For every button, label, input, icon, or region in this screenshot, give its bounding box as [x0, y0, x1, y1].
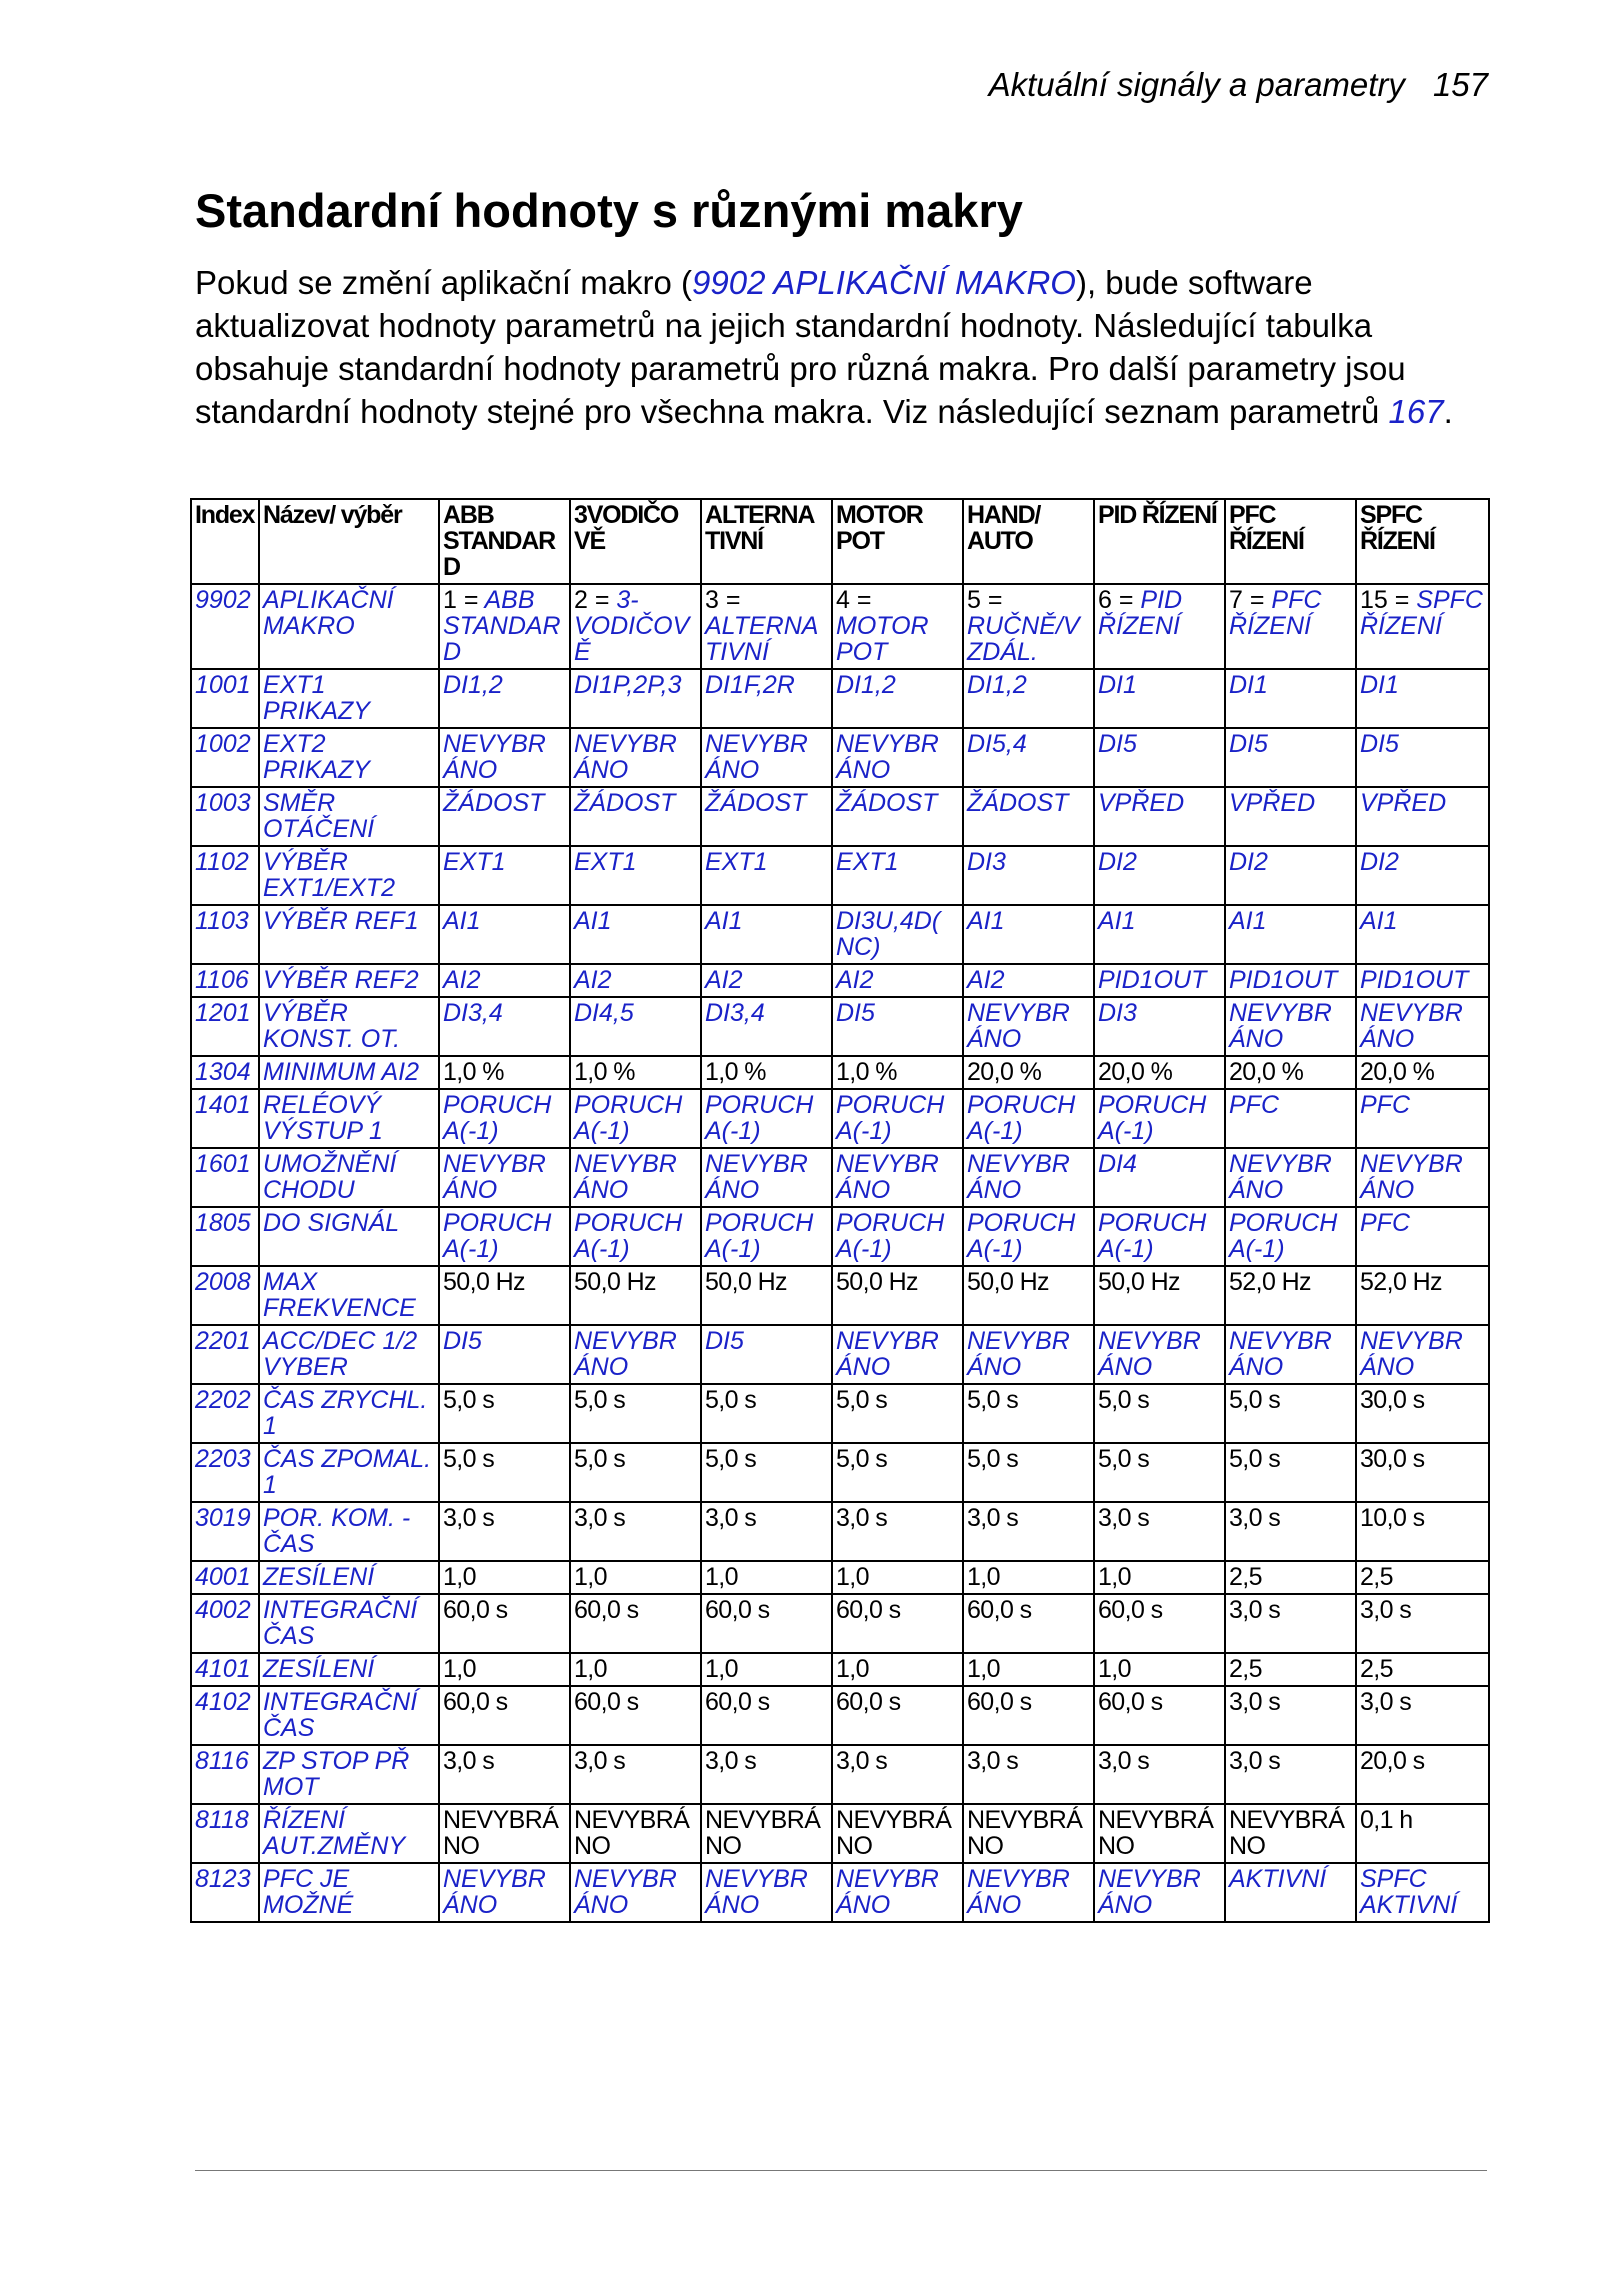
param-value: 30,0 s — [1356, 1384, 1489, 1443]
column-header: 3VODIČO VĚ — [570, 499, 701, 584]
param-index[interactable]: 4102 — [191, 1686, 259, 1745]
param-value: 5,0 s — [439, 1384, 570, 1443]
param-value: 20,0 s — [1356, 1745, 1489, 1804]
table-row — [191, 1863, 1489, 1922]
param-value: NEVYBR ÁNO — [963, 1148, 1094, 1207]
param-value: PORUCH A(-1) — [963, 1207, 1094, 1266]
param-value: 0,1 h — [1356, 1804, 1489, 1863]
param-value: PORUCH A(-1) — [439, 1089, 570, 1148]
column-header: PID ŘÍZENÍ — [1094, 499, 1225, 584]
column-header: Název/ výběr — [259, 499, 439, 584]
param-value: 60,0 s — [570, 1686, 701, 1745]
param-value: DI1,2 — [439, 669, 570, 728]
param-value: 30,0 s — [1356, 1443, 1489, 1502]
param-index[interactable]: 1002 — [191, 728, 259, 787]
column-header: ABB STANDARD — [439, 499, 570, 584]
param-value: 3,0 s — [832, 1502, 963, 1561]
param-value: AI2 — [963, 964, 1094, 997]
table-row — [191, 1502, 1489, 1561]
table-row — [191, 1804, 1489, 1863]
param-value: PFC — [1356, 1089, 1489, 1148]
param-value: 7 = PFC ŘÍZENÍ — [1225, 584, 1356, 669]
param-value: 3,0 s — [1225, 1745, 1356, 1804]
table-row — [191, 1325, 1489, 1384]
table-body — [191, 584, 1489, 1922]
param-value: NEVYBR ÁNO — [1356, 997, 1489, 1056]
param-value: DI2 — [1356, 846, 1489, 905]
param-value: 5,0 s — [1094, 1443, 1225, 1502]
param-value: 20,0 % — [963, 1056, 1094, 1089]
column-header: SPFC ŘÍZENÍ — [1356, 499, 1489, 584]
param-value: PORUCH A(-1) — [570, 1089, 701, 1148]
param-value: 1 = ABB STANDAR D — [439, 584, 570, 669]
param-name[interactable]: DO SIGNÁL — [259, 1207, 439, 1266]
param-value: 5,0 s — [963, 1384, 1094, 1443]
table-row — [191, 1148, 1489, 1207]
param-value: AI1 — [1094, 905, 1225, 964]
param-value: NEVYBR ÁNO — [832, 1148, 963, 1207]
param-value: 5,0 s — [570, 1384, 701, 1443]
param-value: 20,0 % — [1094, 1056, 1225, 1089]
param-value: DI5 — [701, 1325, 832, 1384]
param-value: AI1 — [701, 905, 832, 964]
param-value: 2,5 — [1225, 1561, 1356, 1594]
table-row — [191, 728, 1489, 787]
page-link-167[interactable]: 167 — [1388, 393, 1444, 430]
param-value: NEVYBR ÁNO — [1356, 1148, 1489, 1207]
param-value: 1,0 % — [439, 1056, 570, 1089]
param-value: NEVYBR ÁNO — [1356, 1325, 1489, 1384]
param-value: 60,0 s — [832, 1686, 963, 1745]
page-title: Standardní hodnoty s různými makry — [195, 184, 1023, 237]
table-row — [191, 997, 1489, 1056]
param-value: NEVYBR ÁNO — [1225, 1148, 1356, 1207]
param-value: PORUCH A(-1) — [1094, 1089, 1225, 1148]
table-row — [191, 1266, 1489, 1325]
param-value: ŽÁDOST — [439, 787, 570, 846]
param-value: ŽÁDOST — [570, 787, 701, 846]
param-value: 60,0 s — [570, 1594, 701, 1653]
param-value: PID1OUT — [1094, 964, 1225, 997]
default-values-table — [190, 498, 1490, 1923]
param-name[interactable]: RELÉOVÝ VÝSTUP 1 — [259, 1089, 439, 1148]
param-index[interactable]: 8123 — [191, 1863, 259, 1922]
param-value: NEVYBRÁ NO — [701, 1804, 832, 1863]
param-value: 3,0 s — [1356, 1686, 1489, 1745]
table-row — [191, 1745, 1489, 1804]
param-value: NEVYBR ÁNO — [570, 1325, 701, 1384]
param-value: 1,0 — [963, 1561, 1094, 1594]
param-value: PORUCH A(-1) — [439, 1207, 570, 1266]
param-value: 60,0 s — [701, 1686, 832, 1745]
param-value: NEVYBR ÁNO — [1225, 1325, 1356, 1384]
param-name[interactable]: INTEGRAČNÍ ČAS — [259, 1594, 439, 1653]
param-value: NEVYBR ÁNO — [832, 1325, 963, 1384]
param-value: NEVYBRÁ NO — [832, 1804, 963, 1863]
param-value: 2,5 — [1356, 1653, 1489, 1686]
table-row — [191, 787, 1489, 846]
param-value: PORUCH A(-1) — [832, 1207, 963, 1266]
param-value: DI3 — [963, 846, 1094, 905]
param-index[interactable]: 2202 — [191, 1384, 259, 1443]
table-row — [191, 1686, 1489, 1745]
table-row — [191, 1443, 1489, 1502]
param-value: DI2 — [1225, 846, 1356, 905]
param-value: 3,0 s — [570, 1502, 701, 1561]
param-name[interactable]: ŘÍZENÍ AUT.ZMĚNY — [259, 1804, 439, 1863]
param-value: AI2 — [832, 964, 963, 997]
param-value: 2 = 3- VODIČOV Ě — [570, 584, 701, 669]
param-value: 60,0 s — [439, 1594, 570, 1653]
param-value: 5,0 s — [1225, 1443, 1356, 1502]
param-value: NEVYBR ÁNO — [1225, 997, 1356, 1056]
param-value: DI1 — [1356, 669, 1489, 728]
param-value: NEVYBR ÁNO — [439, 728, 570, 787]
param-value: 3,0 s — [963, 1502, 1094, 1561]
param-index[interactable]: 2201 — [191, 1325, 259, 1384]
param-value: NEVYBR ÁNO — [439, 1148, 570, 1207]
param-value: DI3 — [1094, 997, 1225, 1056]
param-name[interactable]: SMĚR OTÁČENÍ — [259, 787, 439, 846]
param-value: 50,0 Hz — [701, 1266, 832, 1325]
param-value: 1,0 — [1094, 1561, 1225, 1594]
param-name[interactable]: ZP STOP PŘ MOT — [259, 1745, 439, 1804]
table-header-row — [191, 499, 1489, 584]
param-value: NEVYBRÁ NO — [439, 1804, 570, 1863]
param-value: PORUCH A(-1) — [1094, 1207, 1225, 1266]
param-value: AI1 — [439, 905, 570, 964]
param-value: EXT1 — [701, 846, 832, 905]
param-value: 3,0 s — [439, 1502, 570, 1561]
param-value: NEVYBR ÁNO — [1094, 1863, 1225, 1922]
param-value: 1,0 — [701, 1561, 832, 1594]
param-index[interactable]: 3019 — [191, 1502, 259, 1561]
param-value: 5,0 s — [701, 1384, 832, 1443]
param-value: DI4,5 — [570, 997, 701, 1056]
param-value: DI1 — [1094, 669, 1225, 728]
param-index[interactable]: 1201 — [191, 997, 259, 1056]
param-value: EXT1 — [570, 846, 701, 905]
param-value: SPFC AKTIVNÍ — [1356, 1863, 1489, 1922]
column-header: HAND/ AUTO — [963, 499, 1094, 584]
param-index[interactable]: 1401 — [191, 1089, 259, 1148]
param-value: 50,0 Hz — [439, 1266, 570, 1325]
param-value: 2,5 — [1225, 1653, 1356, 1686]
table-row — [191, 584, 1489, 669]
param-value: 50,0 Hz — [832, 1266, 963, 1325]
param-value: PORUCH A(-1) — [832, 1089, 963, 1148]
param-value: 5,0 s — [963, 1443, 1094, 1502]
param-link-9902[interactable]: 9902 APLIKAČNÍ MAKRO — [692, 264, 1076, 301]
param-value: NEVYBR ÁNO — [832, 1863, 963, 1922]
footer-rule — [195, 2170, 1487, 2171]
param-value: 1,0 — [570, 1561, 701, 1594]
param-index[interactable]: 1106 — [191, 964, 259, 997]
param-value: 5 = RUČNĚ/V ZDÁL. — [963, 584, 1094, 669]
intro-text-1: Pokud se změní aplikační makro ( — [195, 264, 693, 301]
param-value: 1,0 — [832, 1653, 963, 1686]
param-value: DI3,4 — [701, 997, 832, 1056]
param-value: 3,0 s — [701, 1502, 832, 1561]
intro-paragraph — [195, 261, 1495, 433]
table-row — [191, 1594, 1489, 1653]
param-index[interactable]: 4002 — [191, 1594, 259, 1653]
param-name[interactable]: ČAS ZRYCHL. 1 — [259, 1384, 439, 1443]
param-value: AI1 — [963, 905, 1094, 964]
param-value: 20,0 % — [1356, 1056, 1489, 1089]
param-value: 60,0 s — [439, 1686, 570, 1745]
param-value: ŽÁDOST — [963, 787, 1094, 846]
param-value: 20,0 % — [1225, 1056, 1356, 1089]
param-value: PORUCH A(-1) — [963, 1089, 1094, 1148]
param-value: NEVYBR ÁNO — [832, 728, 963, 787]
param-value: 5,0 s — [1094, 1384, 1225, 1443]
param-value: DI2 — [1094, 846, 1225, 905]
param-value: VPŘED — [1094, 787, 1225, 846]
param-value: DI5,4 — [963, 728, 1094, 787]
param-name[interactable]: ZESÍLENÍ — [259, 1561, 439, 1594]
table-row — [191, 1384, 1489, 1443]
param-value: 50,0 Hz — [570, 1266, 701, 1325]
param-value: DI5 — [832, 997, 963, 1056]
param-index[interactable]: 1001 — [191, 669, 259, 728]
param-value: NEVYBR ÁNO — [1094, 1325, 1225, 1384]
param-name[interactable]: UMOŽNĚNÍ CHODU — [259, 1148, 439, 1207]
param-value: 1,0 — [570, 1653, 701, 1686]
param-index[interactable]: 1601 — [191, 1148, 259, 1207]
param-name[interactable]: PFC JE MOŽNÉ — [259, 1863, 439, 1922]
param-value: 3,0 s — [1094, 1502, 1225, 1561]
table-row — [191, 1653, 1489, 1686]
param-value: NEVYBRÁ NO — [963, 1804, 1094, 1863]
param-value: 5,0 s — [1225, 1384, 1356, 1443]
param-value: AKTIVNÍ — [1225, 1863, 1356, 1922]
param-value: NEVYBR ÁNO — [570, 1148, 701, 1207]
param-index[interactable]: 2008 — [191, 1266, 259, 1325]
param-index[interactable]: 1304 — [191, 1056, 259, 1089]
param-index[interactable]: 4101 — [191, 1653, 259, 1686]
param-value: 1,0 — [439, 1561, 570, 1594]
param-value: AI1 — [1225, 905, 1356, 964]
param-value: 3,0 s — [1225, 1686, 1356, 1745]
param-value: NEVYBR ÁNO — [439, 1863, 570, 1922]
param-value: 52,0 Hz — [1356, 1266, 1489, 1325]
param-name[interactable]: ZESÍLENÍ — [259, 1653, 439, 1686]
table-row — [191, 905, 1489, 964]
param-value: 50,0 Hz — [1094, 1266, 1225, 1325]
param-value: PORUCH A(-1) — [701, 1207, 832, 1266]
param-value: PFC — [1356, 1207, 1489, 1266]
param-value: 3,0 s — [439, 1745, 570, 1804]
param-value: DI1P,2P,3 — [570, 669, 701, 728]
intro-text-2: ), bude software aktualizovat hodnoty parametrů na jejich standardní hodnoty. Následující tabulka obsahuje standardní hodnoty parametrů pro různá makra. Pro další parametry jsou standardní hodnoty stejné pro všechna makra. Viz následující seznam parametrů — [195, 264, 1406, 430]
param-value: ŽÁDOST — [832, 787, 963, 846]
param-value: 1,0 % — [701, 1056, 832, 1089]
param-name[interactable]: VÝBĚR KONST. OT. — [259, 997, 439, 1056]
param-value: 4 = MOTOR POT — [832, 584, 963, 669]
param-index[interactable]: 1003 — [191, 787, 259, 846]
param-value: 5,0 s — [701, 1443, 832, 1502]
param-value: DI1,2 — [963, 669, 1094, 728]
param-name[interactable]: EXT1 PRIKAZY — [259, 669, 439, 728]
param-name[interactable]: ČAS ZPOMAL. 1 — [259, 1443, 439, 1502]
table-row — [191, 1089, 1489, 1148]
param-value: 60,0 s — [701, 1594, 832, 1653]
param-index[interactable]: 1805 — [191, 1207, 259, 1266]
param-value: PFC — [1225, 1089, 1356, 1148]
param-name[interactable]: POR. KOM. - ČAS — [259, 1502, 439, 1561]
param-name[interactable]: ACC/DEC 1/2 VYBER — [259, 1325, 439, 1384]
param-value: NEVYBR ÁNO — [701, 1863, 832, 1922]
param-value: DI3,4 — [439, 997, 570, 1056]
param-name[interactable]: EXT2 PRIKAZY — [259, 728, 439, 787]
param-index[interactable]: 8118 — [191, 1804, 259, 1863]
param-value: 5,0 s — [570, 1443, 701, 1502]
param-name[interactable]: VÝBĚR EXT1/EXT2 — [259, 846, 439, 905]
param-value: 5,0 s — [439, 1443, 570, 1502]
param-value: NEVYBR ÁNO — [570, 1863, 701, 1922]
section-title: Aktuální signály a parametry — [988, 66, 1405, 103]
param-value: 3,0 s — [1225, 1502, 1356, 1561]
param-value: PORUCH A(-1) — [701, 1089, 832, 1148]
param-index[interactable]: 1102 — [191, 846, 259, 905]
param-value: 3,0 s — [832, 1745, 963, 1804]
param-index[interactable]: 1103 — [191, 905, 259, 964]
param-value: NEVYBR ÁNO — [963, 997, 1094, 1056]
param-value: 3 = ALTERNA TIVNÍ — [701, 584, 832, 669]
param-value: 60,0 s — [832, 1594, 963, 1653]
param-value: PORUCH A(-1) — [1225, 1207, 1356, 1266]
param-value: DI3U,4D( NC) — [832, 905, 963, 964]
param-name[interactable]: MAX FREKVENCE — [259, 1266, 439, 1325]
param-value: 1,0 — [832, 1561, 963, 1594]
param-value: 3,0 s — [963, 1745, 1094, 1804]
param-value: NEVYBRÁ NO — [1094, 1804, 1225, 1863]
table-row — [191, 1207, 1489, 1266]
param-value: 3,0 s — [1094, 1745, 1225, 1804]
param-value: EXT1 — [832, 846, 963, 905]
running-header — [989, 66, 1488, 104]
param-index[interactable]: 4001 — [191, 1561, 259, 1594]
param-value: AI1 — [570, 905, 701, 964]
param-value: VPŘED — [1225, 787, 1356, 846]
param-value: AI2 — [701, 964, 832, 997]
param-value: PID1OUT — [1225, 964, 1356, 997]
column-header: PFC ŘÍZENÍ — [1225, 499, 1356, 584]
column-header: ALTERNA TIVNÍ — [701, 499, 832, 584]
param-value: NEVYBR ÁNO — [570, 728, 701, 787]
param-value: DI5 — [1094, 728, 1225, 787]
param-value: DI5 — [1225, 728, 1356, 787]
param-value: 60,0 s — [963, 1686, 1094, 1745]
intro-text-end: . — [1443, 393, 1453, 430]
table-row — [191, 1561, 1489, 1594]
param-value: 60,0 s — [1094, 1594, 1225, 1653]
param-value: DI5 — [439, 1325, 570, 1384]
column-header: Index — [191, 499, 259, 584]
page-number: 157 — [1432, 66, 1488, 103]
param-value: 60,0 s — [1094, 1686, 1225, 1745]
param-value: DI4 — [1094, 1148, 1225, 1207]
param-value: 1,0 — [439, 1653, 570, 1686]
param-value: 5,0 s — [832, 1384, 963, 1443]
param-name[interactable]: APLIKAČNÍ MAKRO — [259, 584, 439, 669]
param-name[interactable]: MINIMUM AI2 — [259, 1056, 439, 1089]
param-value: 1,0 — [1094, 1653, 1225, 1686]
param-value: AI2 — [570, 964, 701, 997]
param-value: 5,0 s — [832, 1443, 963, 1502]
param-value: PID1OUT — [1356, 964, 1489, 997]
param-value: NEVYBR ÁNO — [701, 728, 832, 787]
param-value: AI1 — [1356, 905, 1489, 964]
table-row — [191, 1056, 1489, 1089]
param-name[interactable]: VÝBĚR REF1 — [259, 905, 439, 964]
param-value: DI1 — [1225, 669, 1356, 728]
param-value: EXT1 — [439, 846, 570, 905]
param-value: 52,0 Hz — [1225, 1266, 1356, 1325]
param-value: NEVYBR ÁNO — [963, 1325, 1094, 1384]
param-value: 3,0 s — [1225, 1594, 1356, 1653]
param-value: 3,0 s — [570, 1745, 701, 1804]
param-value: 1,0 — [963, 1653, 1094, 1686]
param-value: NEVYBRÁ NO — [570, 1804, 701, 1863]
table-row — [191, 669, 1489, 728]
param-value: PORUCH A(-1) — [570, 1207, 701, 1266]
param-value: 3,0 s — [701, 1745, 832, 1804]
param-value: DI5 — [1356, 728, 1489, 787]
param-name[interactable]: VÝBĚR REF2 — [259, 964, 439, 997]
param-value: 60,0 s — [963, 1594, 1094, 1653]
param-value: 10,0 s — [1356, 1502, 1489, 1561]
param-value: ŽÁDOST — [701, 787, 832, 846]
param-value: 3,0 s — [1356, 1594, 1489, 1653]
param-index[interactable]: 9902 — [191, 584, 259, 669]
param-value: 15 = SPFC ŘÍZENÍ — [1356, 584, 1489, 669]
column-header: MOTOR POT — [832, 499, 963, 584]
param-value: VPŘED — [1356, 787, 1489, 846]
param-value: NEVYBR ÁNO — [701, 1148, 832, 1207]
table-row — [191, 846, 1489, 905]
param-value: NEVYBRÁ NO — [1225, 1804, 1356, 1863]
param-value: 50,0 Hz — [963, 1266, 1094, 1325]
param-index[interactable]: 2203 — [191, 1443, 259, 1502]
param-value: 1,0 — [701, 1653, 832, 1686]
param-value: 1,0 % — [832, 1056, 963, 1089]
param-value: 2,5 — [1356, 1561, 1489, 1594]
param-value: 1,0 % — [570, 1056, 701, 1089]
param-value: DI1,2 — [832, 669, 963, 728]
param-name[interactable]: INTEGRAČNÍ ČAS — [259, 1686, 439, 1745]
param-value: AI2 — [439, 964, 570, 997]
param-index[interactable]: 8116 — [191, 1745, 259, 1804]
param-value: 6 = PID ŘÍZENÍ — [1094, 584, 1225, 669]
table-row — [191, 964, 1489, 997]
param-value: DI1F,2R — [701, 669, 832, 728]
param-value: NEVYBR ÁNO — [963, 1863, 1094, 1922]
